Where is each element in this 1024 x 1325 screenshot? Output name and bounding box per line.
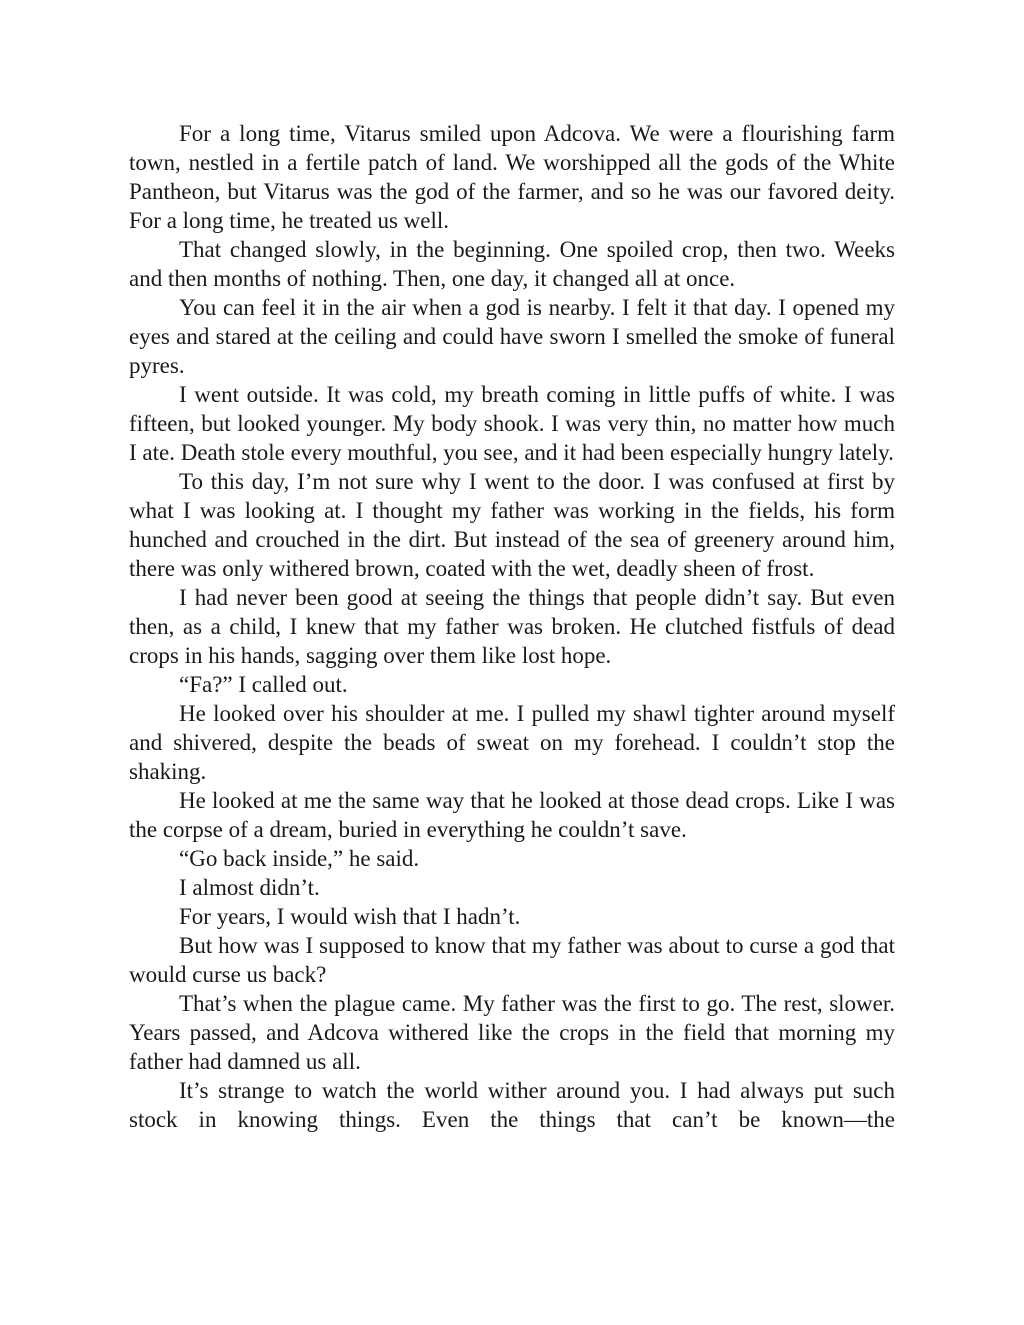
paragraph: He looked over his shoulder at me. I pulled my shawl tighter around myself and shivered, despite the beads of sweat on my forehead. I couldn’t stop the shaking. [129,701,895,784]
paragraph: For a long time, Vitarus smiled upon Adcova. We were a flourishing farm town, nestled in a fertile patch of land. We worshipped all the gods of the White Pantheon, but Vitarus was the god of the farmer, and so he was our favored deity. For a long time, he treated us well. [129,121,895,233]
paragraph: It’s strange to watch the world wither around you. I had always put such stock in knowing things. Even the things that can’t be known—the [129,1078,895,1132]
document-page [129,119,895,1134]
paragraph: I went outside. It was cold, my breath coming in little puffs of white. I was fifteen, but looked younger. My body shook. I was very thin, no matter how much I ate. Death stole every mouthful, you see, and it had been especially hungry lately. [129,382,895,465]
paragraph: I had never been good at seeing the things that people didn’t say. But even then, as a child, I knew that my father was broken. He clutched fistfuls of dead crops in his hands, sagging over them like lost hope. [129,585,895,668]
paragraph: To this day, I’m not sure why I went to the door. I was confused at first by what I was looking at. I thought my father was working in the fields, his form hunched and crouched in the dirt. But instead of the sea of greenery around him, there was only withered brown, coated with the wet, deadly sheen of frost. [129,469,895,581]
paragraph: “Go back inside,” he said. [179,846,420,871]
paragraph: “Fa?” I called out. [179,672,348,697]
paragraph: For years, I would wish that I hadn’t. [179,904,521,929]
paragraph: But how was I supposed to know that my father was about to curse a god that would curse us back? [129,933,895,987]
paragraph: He looked at me the same way that he looked at those dead crops. Like I was the corpse of a dream, buried in everything he couldn’t save. [129,788,895,842]
paragraph: That changed slowly, in the beginning. One spoiled crop, then two. Weeks and then months of nothing. Then, one day, it changed all at once. [129,237,895,291]
paragraph: You can feel it in the air when a god is nearby. I felt it that day. I opened my eyes and stared at the ceiling and could have sworn I smelled the smoke of funeral pyres. [129,295,895,378]
paragraph: That’s when the plague came. My father was the first to go. The rest, slower. Years passed, and Adcova withered like the crops in the field that morning my father had damned us all. [129,991,895,1074]
paragraph: I almost didn’t. [179,875,320,900]
